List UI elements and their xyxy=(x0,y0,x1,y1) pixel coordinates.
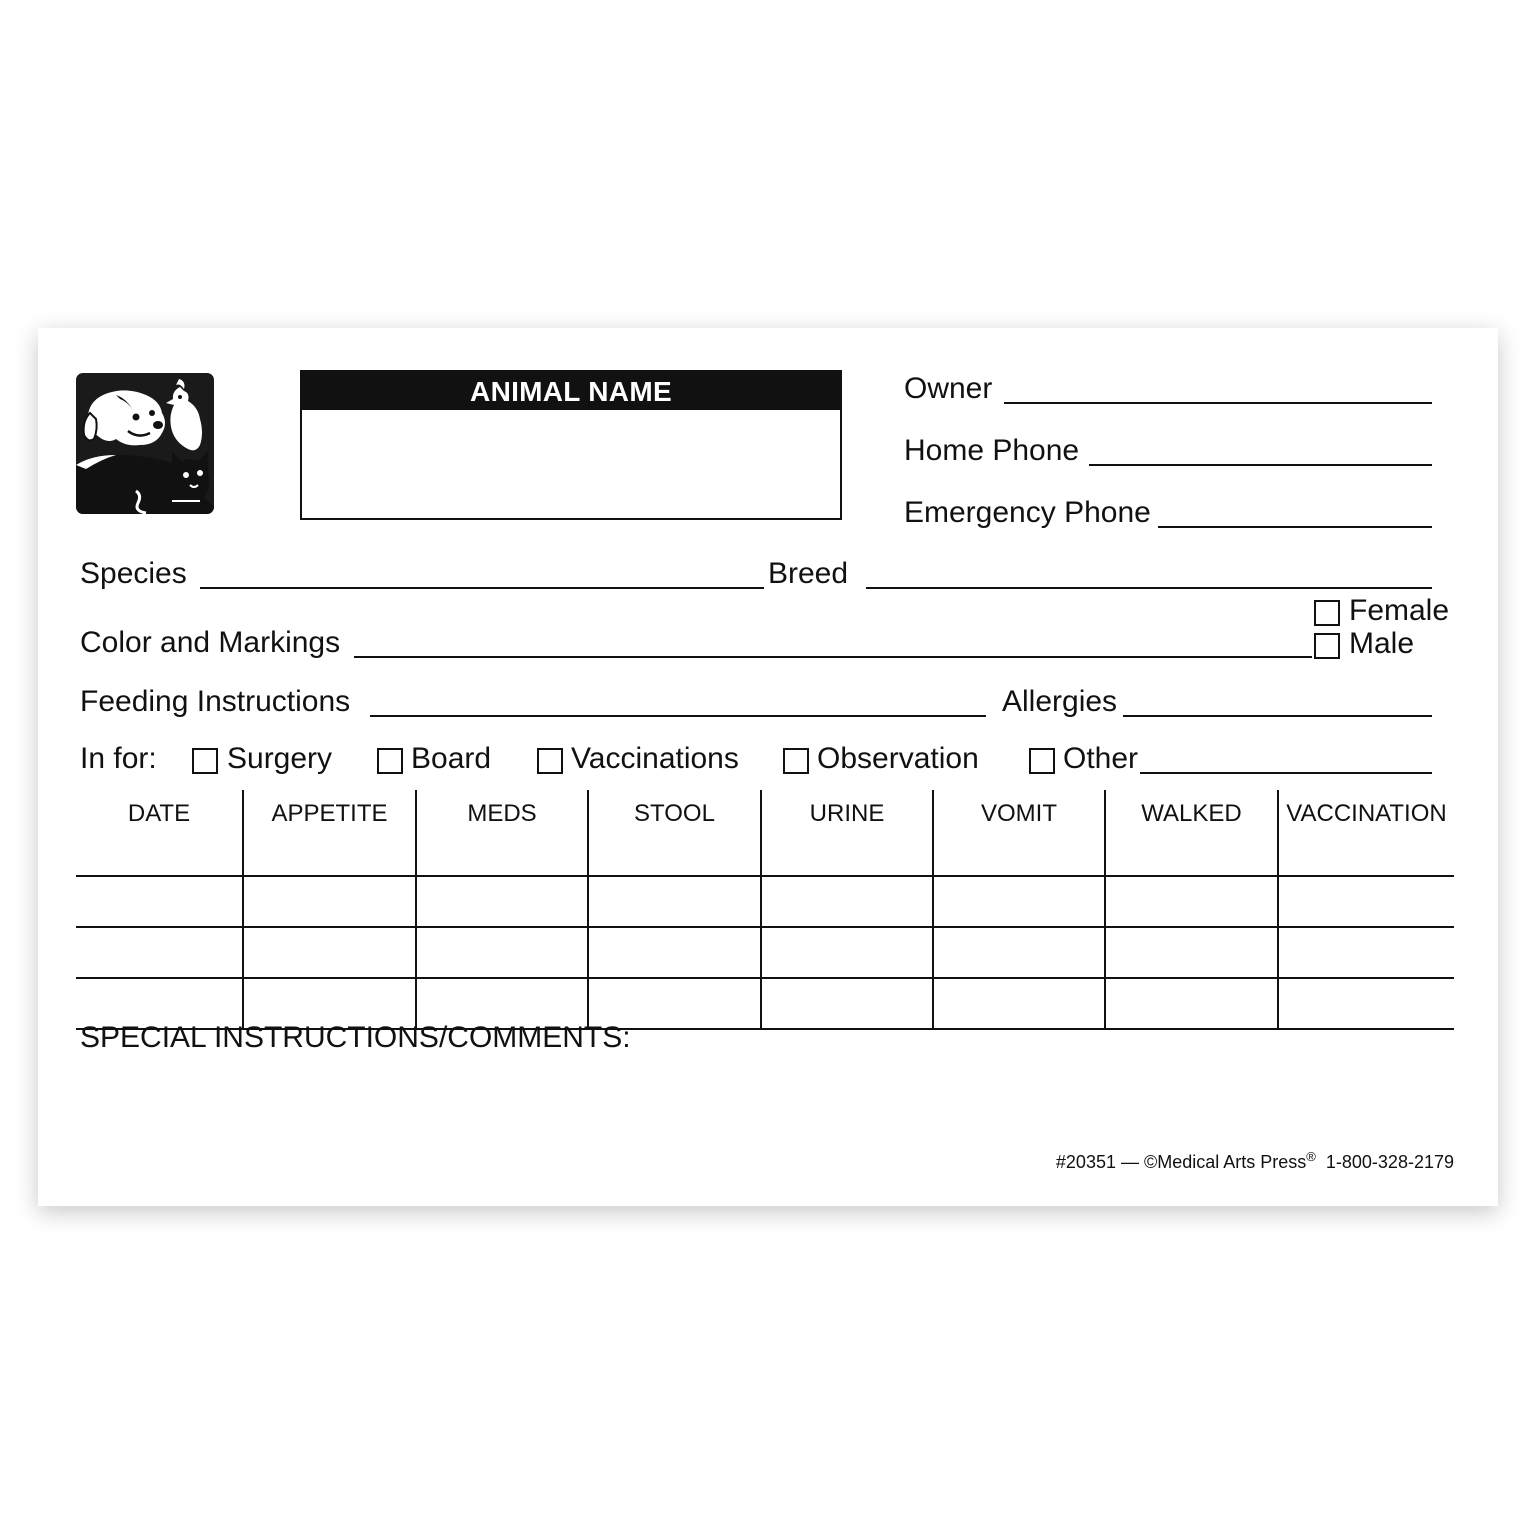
observation-label: Observation xyxy=(817,742,979,775)
emergency-phone-label: Emergency Phone xyxy=(904,496,1151,529)
footer-phone: 1-800-328-2179 xyxy=(1325,1152,1454,1172)
board-label: Board xyxy=(411,742,492,775)
table-header-row xyxy=(76,790,1454,876)
table-cell[interactable] xyxy=(1105,927,1278,978)
allergies-field[interactable] xyxy=(1123,715,1432,717)
table-cell[interactable] xyxy=(761,927,933,978)
dog-bird-cat-icon xyxy=(76,373,214,514)
color-markings-field[interactable] xyxy=(354,656,1312,658)
care-log-table xyxy=(76,790,1454,1030)
owner-field[interactable] xyxy=(1004,402,1432,404)
table-cell[interactable] xyxy=(1278,876,1454,927)
column-header: APPETITE xyxy=(243,790,416,876)
column-header: VOMIT xyxy=(933,790,1105,876)
allergies-label: Allergies xyxy=(1002,685,1118,718)
species-field[interactable] xyxy=(200,587,764,589)
other-field[interactable] xyxy=(1140,772,1432,774)
table-cell[interactable] xyxy=(588,927,761,978)
table-row xyxy=(76,927,1454,978)
feeding-label: Feeding Instructions xyxy=(80,685,351,718)
table-cell[interactable] xyxy=(1278,978,1454,1029)
male-checkbox[interactable] xyxy=(1314,633,1340,659)
breed-field[interactable] xyxy=(866,587,1432,589)
column-header: MEDS xyxy=(416,790,588,876)
color-markings-label: Color and Markings xyxy=(80,626,341,659)
home-phone-label: Home Phone xyxy=(904,434,1080,467)
female-label: Female xyxy=(1349,594,1450,627)
form-footer xyxy=(1056,1146,1454,1173)
vaccinations-label: Vaccinations xyxy=(571,742,739,775)
table-cell[interactable] xyxy=(1278,927,1454,978)
female-checkbox[interactable] xyxy=(1314,600,1340,626)
table-cell[interactable] xyxy=(761,978,933,1029)
home-phone-field[interactable] xyxy=(1089,464,1432,466)
special-instructions-label: SPECIAL INSTRUCTIONS/COMMENTS: xyxy=(80,1021,631,1054)
pet-care-card xyxy=(38,328,1498,1206)
special-instructions-area[interactable] xyxy=(80,1058,1456,1138)
registered-mark: ® xyxy=(1306,1149,1316,1164)
table-cell[interactable] xyxy=(76,927,243,978)
table-cell[interactable] xyxy=(243,876,416,927)
column-header: DATE xyxy=(76,790,243,876)
table-cell[interactable] xyxy=(933,876,1105,927)
table-cell[interactable] xyxy=(1105,876,1278,927)
table-cell[interactable] xyxy=(761,876,933,927)
male-label: Male xyxy=(1349,627,1415,660)
other-label: Other xyxy=(1063,742,1139,775)
board-checkbox[interactable] xyxy=(377,748,403,774)
animal-name-header: ANIMAL NAME xyxy=(302,372,840,410)
column-header: VACCINATION xyxy=(1278,790,1454,876)
other-checkbox[interactable] xyxy=(1029,748,1055,774)
emergency-phone-field[interactable] xyxy=(1158,526,1432,528)
column-header: URINE xyxy=(761,790,933,876)
species-label: Species xyxy=(80,557,187,590)
table-cell[interactable] xyxy=(933,927,1105,978)
table-cell[interactable] xyxy=(416,927,588,978)
in-for-label: In for: xyxy=(80,742,157,775)
surgery-label: Surgery xyxy=(227,742,333,775)
column-header: WALKED xyxy=(1105,790,1278,876)
column-header: STOOL xyxy=(588,790,761,876)
table-cell[interactable] xyxy=(933,978,1105,1029)
form-number: #20351 — ©Medical Arts Press xyxy=(1055,1152,1307,1172)
table-cell[interactable] xyxy=(416,876,588,927)
table-row xyxy=(76,876,1454,927)
observation-checkbox[interactable] xyxy=(783,748,809,774)
animal-name-box[interactable] xyxy=(300,370,842,520)
surgery-checkbox[interactable] xyxy=(192,748,218,774)
breed-label: Breed xyxy=(768,557,849,590)
table-cell[interactable] xyxy=(76,876,243,927)
table-cell[interactable] xyxy=(1105,978,1278,1029)
table-cell[interactable] xyxy=(588,876,761,927)
vaccinations-checkbox[interactable] xyxy=(537,748,563,774)
feeding-field[interactable] xyxy=(370,715,986,717)
pet-logo xyxy=(76,373,214,514)
table-cell[interactable] xyxy=(243,927,416,978)
owner-label: Owner xyxy=(904,372,993,405)
